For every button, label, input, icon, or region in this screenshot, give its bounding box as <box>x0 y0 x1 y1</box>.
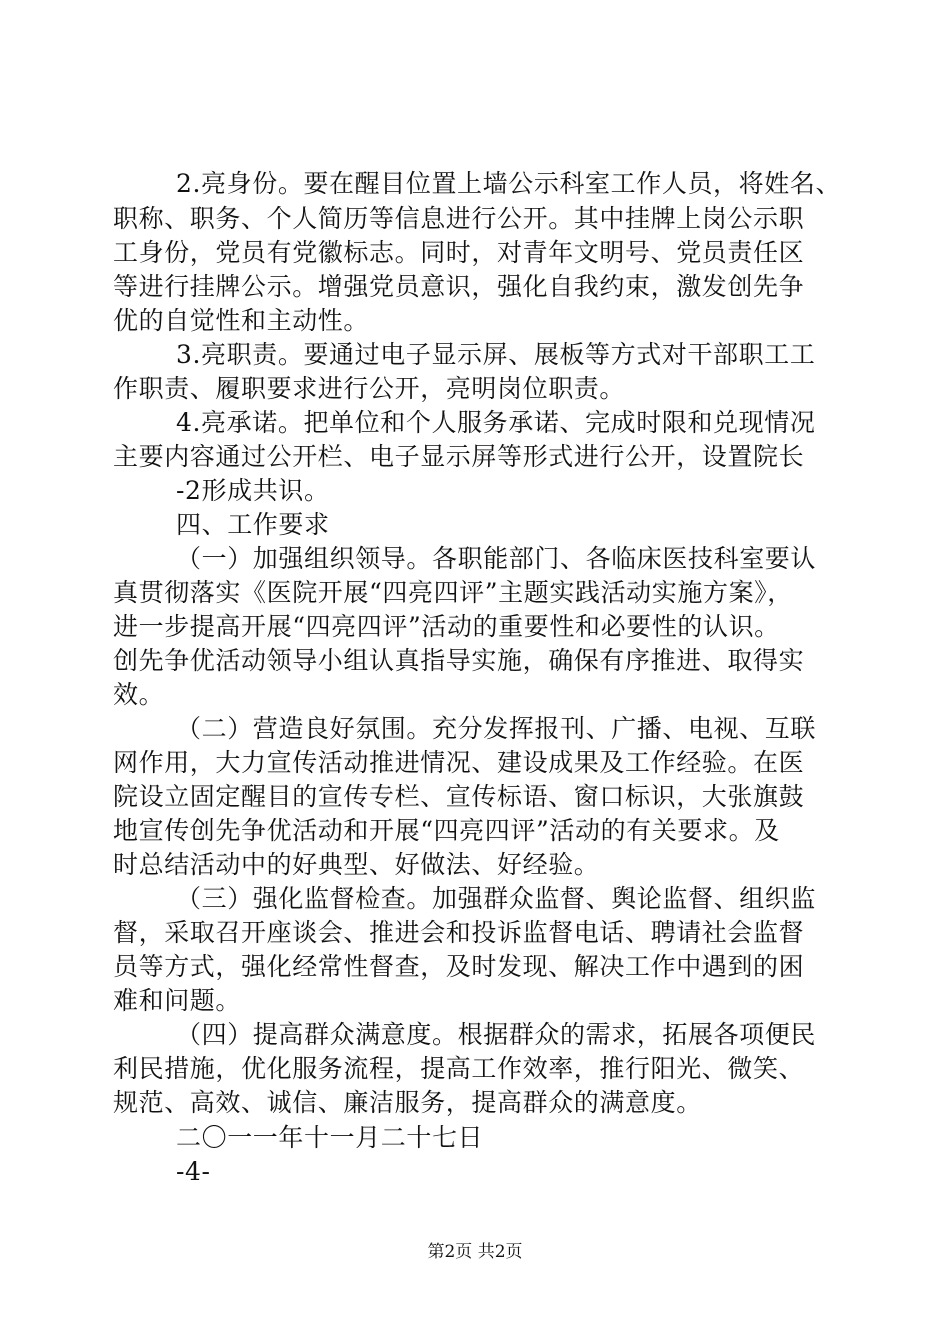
paragraph-line: 时总结活动中的好典型、好做法、好经验。 <box>113 850 600 879</box>
paragraph-line: （一）加强组织领导。各职能部门、各临床医技科室要认 <box>176 544 817 573</box>
paragraph-line: 4.亮承诺。把单位和个人服务承诺、完成时限和兑现情况 <box>176 408 816 437</box>
paragraph-line: 2.亮身份。要在醒目位置上墙公示科室工作人员，将姓名、 <box>176 169 842 198</box>
paragraph-line: （四）提高群众满意度。根据群众的需求，拓展各项便民 <box>176 1020 817 1049</box>
paragraph-line: 真贯彻落实《医院开展“四亮四评”主题实践活动实施方案》， <box>113 578 793 607</box>
paragraph-line: 职称、职务、个人简历等信息进行公开。其中挂牌上岗公示职 <box>113 204 805 233</box>
paragraph-line: 工身份，党员有党徽标志。同时，对青年文明号、党员责任区 <box>113 238 805 267</box>
paragraph-line: （三）强化监督检查。加强群众监督、舆论监督、组织监 <box>176 884 817 913</box>
paragraph-line: 地宣传创先争优活动和开展“四亮四评”活动的有关要求。及 <box>113 816 780 845</box>
page-number-marker: -2形成共识。 <box>176 476 330 505</box>
paragraph-line: 员等方式，强化经常性督查，及时发现、解决工作中遇到的困 <box>113 952 805 981</box>
section-heading: 四、工作要求 <box>176 510 330 539</box>
paragraph-line: 利民措施，优化服务流程，提高工作效率，推行阳光、微笑、 <box>113 1054 805 1083</box>
page-footer: 第2页 共2页 <box>427 1242 523 1262</box>
paragraph-line: 进一步提高开展“四亮四评”活动的重要性和必要性的认识。 <box>113 612 780 641</box>
date-line: 二〇一一年十一月二十七日 <box>176 1123 484 1152</box>
paragraph-line: 作职责、履职要求进行公开，亮明岗位职责。 <box>113 374 626 403</box>
paragraph-line: 主要内容通过公开栏、电子显示屏等形式进行公开，设置院长 <box>113 442 805 471</box>
paragraph-line: 规范、高效、诚信、廉洁服务，提高群众的满意度。 <box>113 1088 702 1117</box>
paragraph-line: （二）营造良好氛围。充分发挥报刊、广播、电视、互联 <box>176 714 817 743</box>
paragraph-line: 效。 <box>113 680 165 709</box>
paragraph-line: 督，采取召开座谈会、推进会和投诉监督电话、聘请社会监督 <box>113 918 805 947</box>
paragraph-line: 网作用，大力宣传活动推进情况、建设成果及工作经验。在医 <box>113 748 805 777</box>
paragraph-line: 等进行挂牌公示。增强党员意识，强化自我约束，激发创先争 <box>113 272 805 301</box>
paragraph-line: 3.亮职责。要通过电子显示屏、展板等方式对干部职工工 <box>176 340 816 369</box>
paragraph-line: 院设立固定醒目的宣传专栏、宣传标语、窗口标识，大张旗鼓 <box>113 782 805 811</box>
paragraph-line: 难和问题。 <box>113 986 242 1015</box>
paragraph-line: 创先争优活动领导小组认真指导实施，确保有序推进、取得实 <box>113 646 805 675</box>
page-number-marker: -4- <box>176 1157 211 1186</box>
paragraph-line: 优的自觉性和主动性。 <box>113 306 370 335</box>
